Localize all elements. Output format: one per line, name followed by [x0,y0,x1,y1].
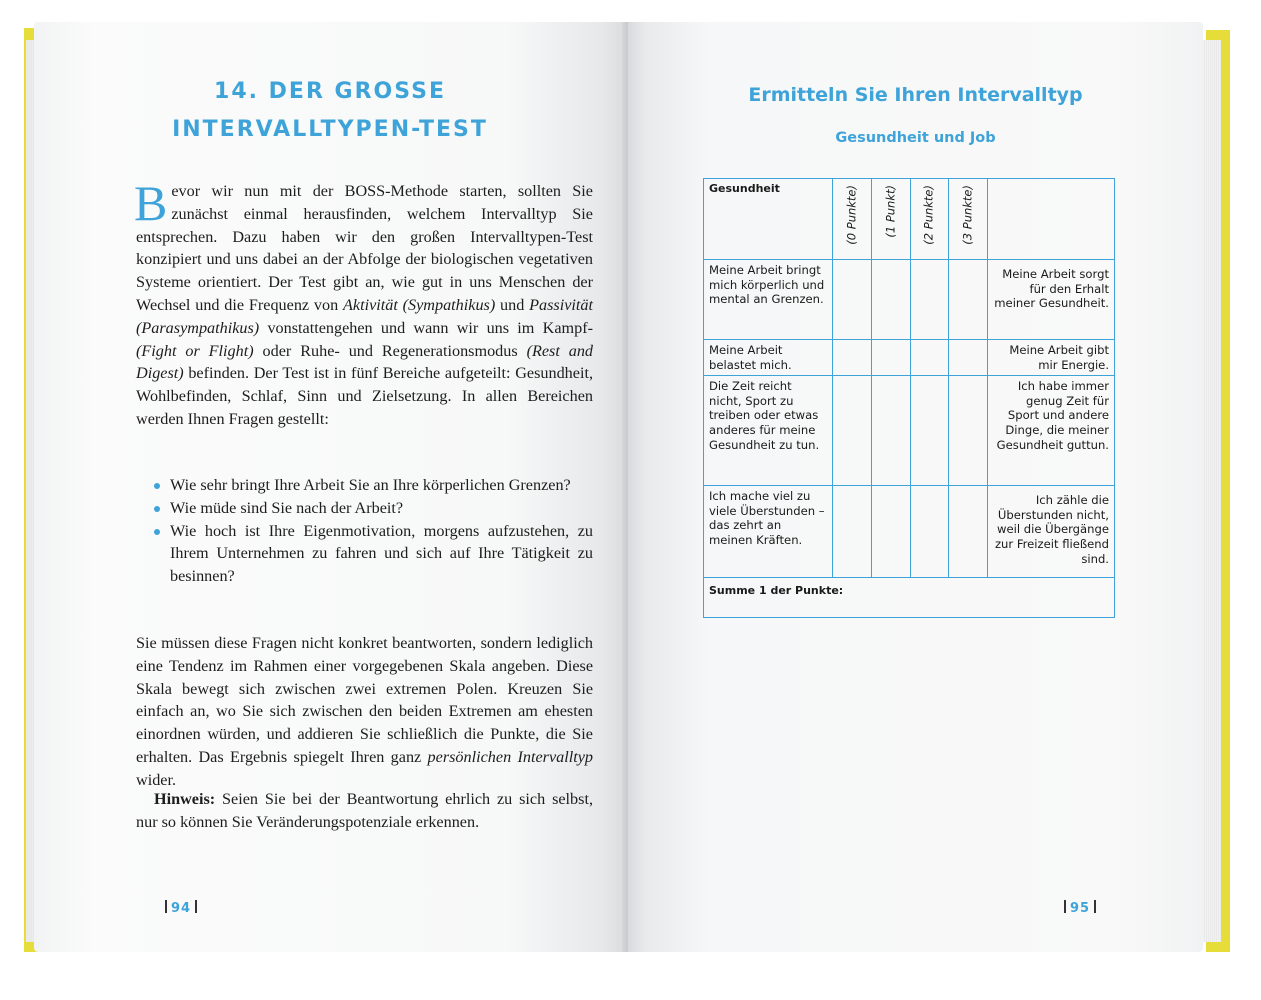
page-number-bar-left [165,900,167,913]
score-header-0 [833,179,872,260]
left-page [34,22,626,952]
hint-label: Hinweis: [154,790,216,808]
chapter-title-line2: INTERVALLTYPEN-TEST [172,117,488,142]
score-header-text: (2 Punkte) [922,185,937,245]
score-header-text: (3 Punkte) [960,185,975,245]
sum-label: Summe 1 der Punkte: [704,578,1115,618]
score-header-3 [949,179,988,260]
worksheet-subtitle: Gesundheit und Job [835,130,996,146]
score-cell[interactable] [910,486,949,578]
row-negative-statement: Meine Arbeit bringt mich körperlich und mental an Grenzen. [704,260,833,340]
intro-emphasis-4: (Rest and Digest) [136,341,594,383]
row-positive-statement: Meine Arbeit sorgt für den Erhalt meiner Gesundheit. [987,260,1114,340]
table-header-empty [987,179,1114,260]
list-item-text: Wie müde sind Sie nach der Arbeit? [170,498,404,517]
intro-text-4: oder Ruhe- und Regenerationsmodus [253,341,527,360]
score-cell[interactable] [949,376,988,486]
row-negative-statement: Die Zeit reicht nicht, Sport zu treiben oder etwas anderes für meine Gesundheit zu tun. [704,376,833,486]
chapter-title-line1: 14. DER GROSSE [214,79,446,104]
intro-emphasis-2: Passivität (Parasympathikus) [136,295,593,337]
worksheet-title: Ermitteln Sie Ihren Intervalltyp [748,84,1083,106]
score-cell[interactable] [871,340,910,376]
intro-text-1: evor wir nun mit der BOSS-Methode starten, sollten Sie zunächst einmal herausfinden, welchem Intervalltyp Sie entsprechen. Dazu haben wir den großen Intervalltypen-Test konzipiert und uns dabei an der Abfolge der biologischen vegetativen Systeme orientiert. Der Test gibt an, wie gut in uns Menschen der Wechsel und die Frequenz von [136,182,593,314]
page-number-right [1060,900,1100,916]
intro-text-5: befinden. Der Test ist in fünf Bereiche aufgeteilt: Gesundheit, Wohlbefinden, Schlaf, Sinn und Zielsetzung. In allen Bereichen werden Ihnen Fragen gestellt: [136,364,593,428]
row-positive-statement: Ich habe immer genug Zeit für Sport und andere Dinge, die meiner Gesundheit guttun. [987,376,1114,486]
intro-paragraph [134,175,594,431]
score-header-1 [871,179,910,260]
score-cell[interactable] [833,260,872,340]
score-cell[interactable] [871,486,910,578]
score-cell[interactable] [949,340,988,376]
page-number-left [161,900,201,916]
list-item-text: Wie hoch ist Ihre Eigenmotivation, morgens aufzustehen, zu Ihrem Unternehmen zu fahren und sich auf Ihre Tätigkeit zu besinnen? [170,521,593,586]
bullet-dot-icon [154,529,160,535]
hint-text: Seien Sie bei der Beantwortung ehrlich zu sich selbst, nur so können Sie Veränderungspotenziale erkennen. [136,790,593,831]
intervalltyp-table [703,178,1115,618]
score-cell[interactable] [949,486,988,578]
bullet-dot-icon [154,483,160,489]
table-row [704,376,1115,486]
score-header-2 [910,179,949,260]
table-row [704,260,1115,340]
table-header-row [704,179,1115,260]
score-header-text: (0 Punkte) [844,185,859,245]
list-item [154,497,593,520]
row-positive-statement: Ich zähle die Überstunden nicht, weil die Übergänge zur Freizeit fließend sind. [987,486,1114,578]
page-stack-right [1203,40,1221,942]
score-cell[interactable] [910,260,949,340]
intro-emphasis-3: (Fight or Flight) [136,341,254,360]
table-row [704,486,1115,578]
page-number-bar-right [1094,900,1096,913]
score-cell[interactable] [949,260,988,340]
score-cell[interactable] [833,340,872,376]
row-positive-statement: Meine Arbeit gibt mir Energie. [987,340,1114,376]
row-negative-statement: Ich mache viel zu viele Überstunden – das zehrt an meinen Kräften. [704,486,833,578]
page-number-value: 94 [171,901,192,916]
intro-emphasis-1: Aktivität (Sympathikus) [343,295,496,314]
hint-paragraph [136,788,593,834]
intro-text-2: und [495,295,530,314]
bullet-dot-icon [154,506,160,512]
instructions-text-2: wider. [136,770,177,789]
instructions-paragraph [136,632,593,792]
score-cell[interactable] [833,376,872,486]
score-header-text: (1 Punkt) [883,185,898,238]
table-header-label: Gesundheit [704,179,833,260]
page-number-value: 95 [1070,901,1091,916]
score-cell[interactable] [910,340,949,376]
table-sum-row [704,578,1115,618]
list-item-text: Wie sehr bringt Ihre Arbeit Sie an Ihre körperlichen Grenzen? [170,476,571,494]
score-cell[interactable] [871,376,910,486]
row-negative-statement: Meine Arbeit belastet mich. [704,340,833,376]
question-list [154,474,593,588]
score-cell[interactable] [871,260,910,340]
table-row [704,340,1115,376]
page-number-bar-right [195,900,197,913]
score-cell[interactable] [833,486,872,578]
instructions-text-1: Sie müssen diese Fragen nicht konkret beantworten, sondern lediglich eine Tendenz im Rahmen einer vorgegebenen Skala angeben. Diese Skala bewegt sich zwischen zwei extremen Polen. Kreuzen Sie einfach an, wo Sie sich zwischen den beiden Extremen am ehesten einordnen würden, und addieren Sie schließlich die Punkte, die Sie erhalten. Das Ergebnis spiegelt Ihren ganz [136,634,593,766]
drop-cap: B [134,175,168,231]
list-item [154,520,593,588]
right-page [628,22,1203,952]
score-cell[interactable] [910,376,949,486]
page-number-bar-left [1064,900,1066,913]
list-item [154,474,593,497]
instructions-emphasis: persönlichen Intervalltyp [427,747,593,766]
intro-text-3: vonstattengehen und wann wir uns im Kampf- [259,318,593,337]
